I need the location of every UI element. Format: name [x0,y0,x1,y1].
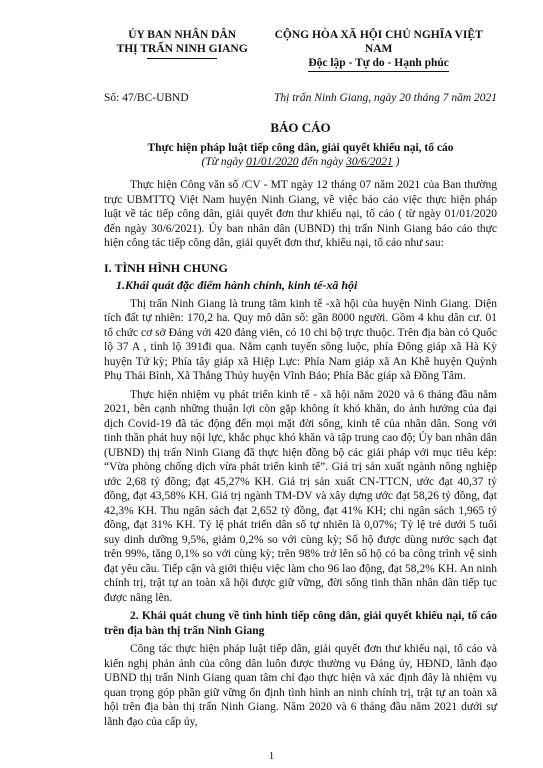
paragraph-citizen-reception: Công tác thực hiện pháp luật tiếp dân, giải quyết đơn thư khiếu nại, tố cáo và kiến nghị phản ánh của công dân luôn được thường vụ Đảng ủy, HĐND, lãnh đạo UBND thị trấn Ninh Giang quan tâm chỉ đạo thực hiện và xác định đây là nhiệm vụ quan trọng góp phần giữ vững ổn định tình hình an ninh chính trị, trật tự an toàn xã hội trên địa bàn thị trấn Ninh Giang. Năm 2020 và 6 tháng đầu năm 2021 dưới sự lãnh đạo của cấp ủy, [104,643,497,728]
section-heading-general: I. TÌNH HÌNH CHUNG [104,260,228,275]
period-from: 01/01/2020 [246,156,299,168]
paragraph-economic: Thực hiện nhiệm vụ phát triển kinh tế - xã hội năm 2020 và 6 tháng đầu năm 2021, bên cạnh những thuận lợi còn gặp không ít khó khăn, do ảnh hưởng của đại dịch Covid-19 đã tác động đến mọi mặt đời sống, kinh tế của nhân dân. Song với tinh thần phát huy nội lực, khắc phục khó khăn và tập trung cao độ; Ủy ban nhân dân (UBND) thị trấn Ninh Giang đã thực hiện đồng bộ các giải pháp với mục tiêu kép: “Vừa phòng chống dịch vừa phát triển kinh tế”. Giá trị sản xuất ngành nông nghiệp ước 2,68 tỷ đồng; đạt 45,27% KH. Giá trị sản xuất CN-TTCN, ước đạt 40,37 tỷ đồng, đạt 43,58% KH. Giá trị ngành TM-DV và xây dựng ước đạt 58,26 tỷ đồng, đạt 42,3% KH. Thu ngân sách đạt 2,652 tỷ đồng, đạt 41% KH; chi ngân sách 1,965 tỷ đồng, đạt 31% KH. Tỷ lệ phát triển dân số tự nhiên là 0,07%; Tỷ lệ trẻ dưới 5 tuổi suy dinh dưỡng 9,5%, giảm 0,2% so với cùng kỳ; Số hộ được dùng nước sạch đạt trên 99%, tăng 0,1% so với cùng kỳ; trên 98% trở lên số hộ có ba công trình vệ sinh đạt yêu cầu. Tiếp cận và giới thiệu việc làm cho 96 lao động, đạt 58,2% KH. An ninh chính trị, trật tự an toàn xã hội được giữ vững, đời sống tinh thần nhân dân tiếp tục được nâng lên. [104,388,497,604]
period-mid: đến ngày [298,156,347,168]
agency-divider [147,58,217,59]
subsection-heading-2: 2. Khái quát chung về tình hình tiếp công dân, giải quyết khiếu nại, tố cáo trên địa bàn thị trấn Ninh Giang [104,610,497,637]
national-heading [260,28,497,72]
report-subtitle: Thực hiện pháp luật tiếp công dân, giải quyết khiếu nại, tố cáo [147,142,454,154]
period-to: 30/6/2021 [346,156,393,168]
agency-line-2: THỊ TRẤN NINH GIANG [116,43,248,55]
paragraph-administrative: Thị trấn Ninh Giang là trung tâm kinh tế -xã hội của huyện Ninh Giang. Diện tích đất tự nhiên: 170,2 ha. Quy mô dân số: gần 8000 người. Gồm 4 khu dân cư. 01 tổ chức cơ sở Đảng với 420 đảng viên, có 10 chi bộ trực thuộc. Trên địa bàn có Quốc lộ 37 A , tỉnh lộ 391đi qua. Nằm cạnh tuyến sông luộc, phía Đông giáp xã Hà Kỳ huyện Tứ kỳ; Phía tây giáp xã Hiệp Lực: Phía Nam giáp xã An Khê huyện Quỳnh Phụ Thái Bình, Xã Thắng Thủy huyện Vĩnh Bảo; Phía Bắc giáp xã Đồng Tâm. [104,297,497,382]
document-meta [104,92,497,104]
page-number: 1 [268,750,275,762]
place-and-date: Thị trấn Ninh Giang, ngày 20 tháng 7 năm 2021 [274,92,497,104]
document-header [104,28,497,72]
period-suffix: ) [392,156,400,168]
subsection-heading-1: 1.Khái quát đặc điểm hành chính, kinh tế-xã hội [116,278,358,292]
nation-motto: Độc lập - Tự do - Hạnh phúc [308,56,449,72]
report-title: BÁO CÁO [270,120,331,135]
document-number: Số: 47/BC-UBND [104,92,189,104]
issuing-agency [104,28,260,72]
intro-paragraph: Thực hiện Công văn số /CV - MT ngày 12 tháng 07 năm 2021 của Ban thường trực UBMTTQ Việt Nam huyện Ninh Giang, về việc báo cáo việc thực hiện pháp luật về tác tiếp công dân, giải quyết đơn thư khiếu nại, tố cáo ( từ ngày 01/01/2020 đến ngày 30/6/2021). Ủy ban nhân dân (UBND) thị trấn Ninh Giang báo cáo thực hiện công tác tiếp công dân, giải quyết đơn thư, khiếu nại, tố cáo như sau: [104,179,497,249]
period-prefix: (Từ ngày [201,156,247,168]
agency-line-1: ỦY BAN NHÂN DÂN [128,29,237,41]
nation-name: CỘNG HÒA XÃ HỘI CHỦ NGHĨA VIỆT NAM [274,29,483,55]
report-period [104,156,497,168]
